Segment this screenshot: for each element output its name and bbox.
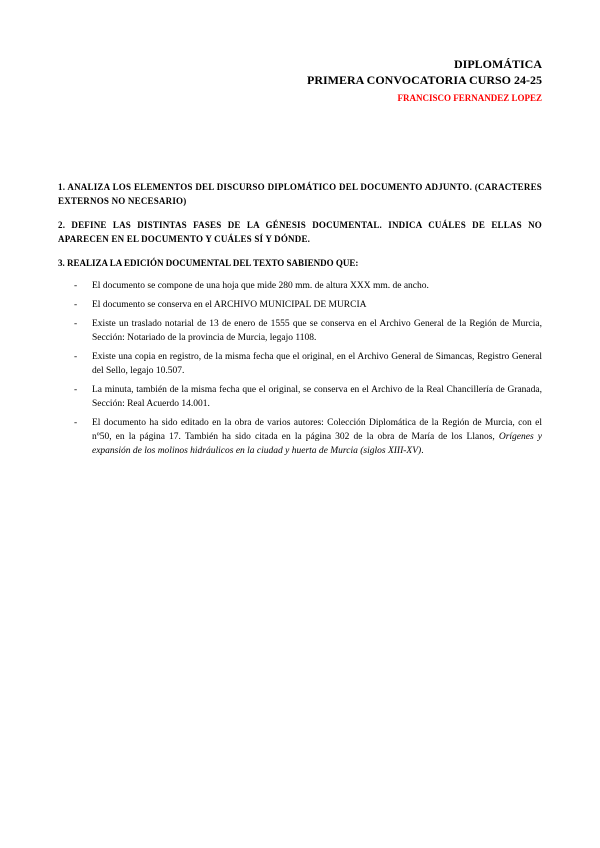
list-item-text: El documento se compone de una hoja que mide 280 mm. de altura XXX mm. de ancho.: [92, 281, 429, 291]
bullet-dash: -: [74, 300, 78, 310]
list-item: [58, 350, 542, 378]
book-title: Orígenes y expansión de los molinos hidráulicos en la ciudad y huerta de Murcia (siglos XIII-XV): [92, 432, 542, 456]
author-name: FRANCISCO FERNANDEZ LOPEZ: [397, 93, 542, 103]
document-header: [307, 56, 542, 103]
list-item: [58, 317, 542, 345]
document-body: [58, 180, 542, 463]
bullet-dash: -: [74, 319, 78, 329]
list-item: [58, 416, 542, 458]
list-item-end: .: [421, 446, 424, 456]
list-item-text: El documento ha sido editado en la obra de varios autores: Colección Diplomática de la Región de Murcia, con el nº50, en la página 17. También ha sido citada en la página 302 de la obra de María de los Llanos,: [92, 418, 542, 442]
list-item: [58, 298, 542, 312]
bullet-dash: -: [74, 281, 78, 291]
bullet-dash: -: [74, 385, 78, 395]
exam-title: PRIMERA CONVOCATORIA CURSO 24-25: [307, 73, 542, 87]
list-item-text: Existe una copia en registro, de la misma fecha que el original, en el Archivo General de Simancas, Registro General del Sello, legajo 10.507.: [92, 352, 542, 376]
list-item: [58, 383, 542, 411]
bullet-list: [58, 279, 542, 458]
bullet-dash: -: [74, 352, 78, 362]
list-item-text: Existe un traslado notarial de 13 de enero de 1555 que se conserva en el Archivo General de la Región de Murcia, Sección: Notariado de la provincia de Murcia, legajo 1108.: [92, 319, 542, 343]
question-2: 2. DEFINE LAS DISTINTAS FASES DE LA GÉNESIS DOCUMENTAL. INDICA CUÁLES DE ELLAS NO APARECEN EN EL DOCUMENTO Y CUÁLES SÍ Y DÓNDE.: [58, 220, 542, 244]
question-3: 3. REALIZA LA EDICIÓN DOCUMENTAL DEL TEXTO SABIENDO QUE:: [58, 258, 359, 268]
list-item-text: La minuta, también de la misma fecha que el original, se conserva en el Archivo de la Real Chancillería de Granada, Sección: Real Acuerdo 14.001.: [92, 385, 542, 409]
bullet-dash: -: [74, 418, 78, 428]
course-title: DIPLOMÁTICA: [453, 57, 542, 71]
question-1: 1. ANALIZA LOS ELEMENTOS DEL DISCURSO DIPLOMÁTICO DEL DOCUMENTO ADJUNTO. (CARACTERES EXTERNOS NO NECESARIO): [58, 182, 542, 206]
list-item-text: El documento se conserva en el ARCHIVO MUNICIPAL DE MURCIA: [92, 300, 367, 310]
list-item: [58, 279, 542, 293]
